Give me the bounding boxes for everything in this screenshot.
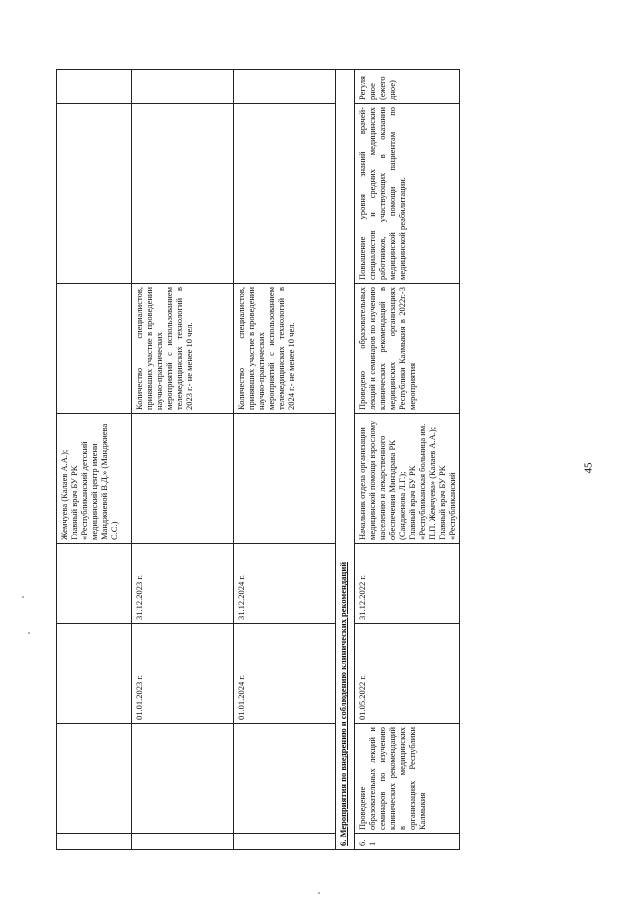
page-number: 45	[582, 462, 595, 474]
cell-indicator	[57, 284, 132, 414]
cell-indicator: Количество специалистов, принявших участие в проведении научно-практических мероприятий с использованием телемедицинских технологий в 2023 г.- не менее 10 чел.	[132, 284, 234, 414]
cell-period	[132, 70, 234, 104]
scan-dot	[22, 596, 24, 598]
cell-responsible: Начальник отдела организации медицинской помощи взрослому населению и лекарственного обеспечения Минздрава РК (Сандженова Л.Г.); Главный врач БУ РК «Республиканская больница им. П.П. Жемчуева» (Калаев А.А.); Главный врач БУ РК «Республиканский	[355, 414, 460, 544]
cell-start: 01.01.2024 г.	[234, 624, 336, 724]
cell-indicator: Проведено образовательных лекций и семинаров по изучению клинических рекомендаций в медицинских организациях Республики Калмыкия в 2022г.-3 мероприятия	[355, 284, 460, 414]
cell-result	[234, 104, 336, 284]
cell-num	[132, 834, 234, 850]
cell-start: 01.05.2022 г.	[355, 624, 460, 724]
table-row	[57, 70, 132, 850]
section-title: 6. Мероприятия по внедрению и соблюдению клинических рекомендаций	[336, 70, 355, 850]
table-row	[132, 70, 234, 850]
cell-num	[57, 834, 132, 850]
cell-start	[57, 624, 132, 724]
cell-responsible	[132, 414, 234, 544]
rotated-table-sheet	[56, 70, 457, 850]
plan-table	[56, 69, 460, 850]
cell-end: 31.12.2022 г.	[355, 544, 460, 624]
cell-period	[57, 70, 132, 104]
cell-result: Повышение уровня знаний врачей-специалистов и средних медицинских работников, участвующих в оказании медицинской помощи пациентам по медицинской реабилитации.	[355, 104, 460, 284]
cell-indicator: Количество специалистов, принявших участие в проведении научно-практических мероприятий с использованием телемедицинских технологий в 2024 г.- не менее 10 чел.	[234, 284, 336, 414]
scan-dot	[318, 892, 320, 894]
cell-result	[132, 104, 234, 284]
cell-result	[57, 104, 132, 284]
cell-name	[234, 724, 336, 834]
table-row	[234, 70, 336, 850]
cell-end: 31.12.2023 г.	[132, 544, 234, 624]
cell-start: 01.01.2023 г.	[132, 624, 234, 724]
cell-end	[57, 544, 132, 624]
cell-end: 31.12.2024 г.	[234, 544, 336, 624]
table-row	[355, 70, 460, 850]
cell-num: 6.1	[355, 834, 460, 850]
section-row	[336, 70, 355, 850]
cell-period	[234, 70, 336, 104]
scan-dot	[28, 632, 30, 634]
cell-name	[132, 724, 234, 834]
cell-num	[234, 834, 336, 850]
cell-responsible	[234, 414, 336, 544]
cell-name	[57, 724, 132, 834]
cell-responsible: Жемчуева (Калаев А.А.); Главный врач БУ РК «Республиканский детский медицинский центр имени Манджиевой В.Д.» (Манджиева С.С.)	[57, 414, 132, 544]
cell-name: Проведение образовательных лекций и семинаров по изучению клинических рекомендаций в медицинских организациях Республики Калмыкия	[355, 724, 460, 834]
cell-period: Регулярное (ежегодное)	[355, 70, 460, 104]
